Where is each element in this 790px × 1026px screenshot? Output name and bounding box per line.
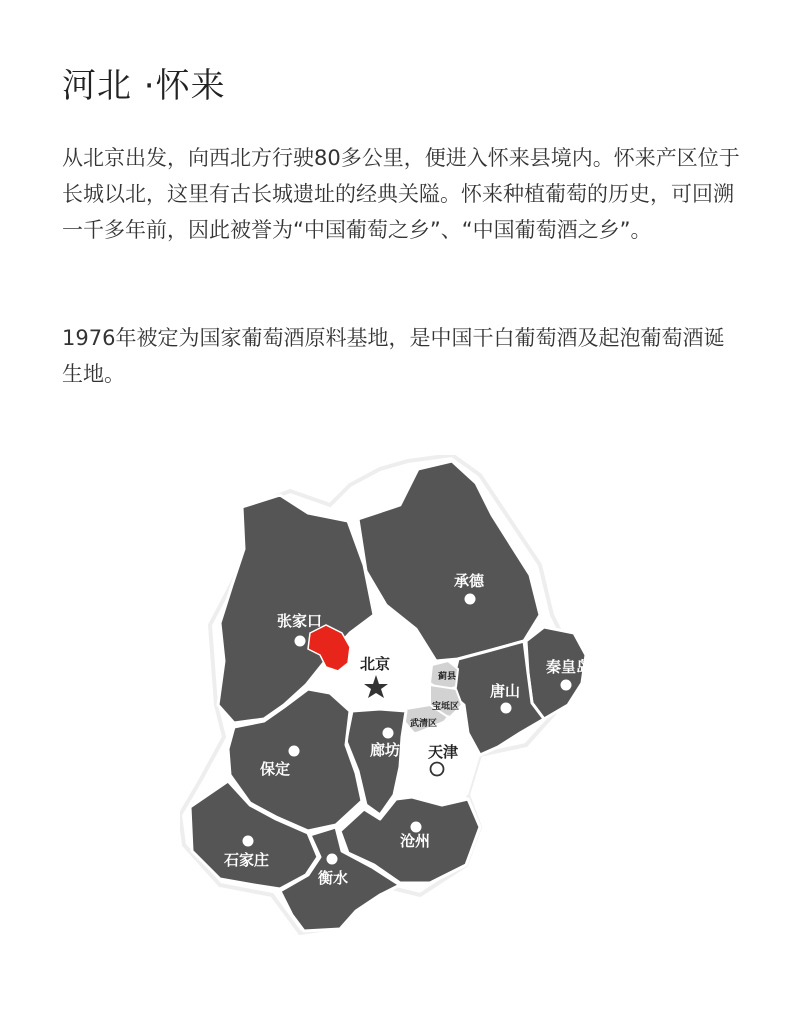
label-shijiazhuang: 石家庄 xyxy=(224,851,270,869)
city-dot-langfang xyxy=(383,728,394,739)
city-dot-tangshan xyxy=(501,703,512,714)
label-tangshan: 唐山 xyxy=(490,682,521,700)
label-baoding: 保定 xyxy=(260,760,291,778)
label-tianjin: 天津 xyxy=(428,743,459,761)
hebei-region-map xyxy=(180,455,660,945)
city-dot-tianjin xyxy=(431,763,444,776)
label-langfang: 廊坊 xyxy=(370,741,401,759)
label-baodi: 宝坻区 xyxy=(432,702,460,712)
label-jixian: 蓟县 xyxy=(438,672,457,682)
city-dot-baoding xyxy=(289,746,300,757)
intro-paragraph: 从北京出发，向西北方行驶80多公里，便进入怀来县境内。怀来产区位于长城以北，这里有古长城遗址的经典关隘。怀来种植葡萄的历史，可回溯一千多年前，因此被誉为“中国葡萄之乡”、“中国葡萄酒之乡”。 xyxy=(62,146,740,242)
city-dot-chengde xyxy=(465,594,476,605)
label-zhangjiakou: 张家口 xyxy=(277,612,323,630)
label-qinhuangdao: 秦皇岛 xyxy=(546,658,592,676)
label-chengde: 承德 xyxy=(454,572,485,590)
city-dot-hengshui xyxy=(327,854,338,865)
city-dot-zhangjiakou xyxy=(295,636,306,647)
label-beijing: 北京 xyxy=(360,655,391,673)
city-dot-cangzhou xyxy=(411,822,422,833)
city-dot-qinhuangdao xyxy=(561,680,572,691)
history-paragraph: 1976年被定为国家葡萄酒原料基地，是中国干白葡萄酒及起泡葡萄酒诞生地。 xyxy=(62,326,725,386)
label-cangzhou: 沧州 xyxy=(400,832,431,850)
city-dot-shijiazhuang xyxy=(243,836,254,847)
label-hengshui: 衡水 xyxy=(318,869,349,887)
label-wuqing: 武清区 xyxy=(410,719,438,729)
page-title: 河北 ·怀来 xyxy=(62,66,226,106)
